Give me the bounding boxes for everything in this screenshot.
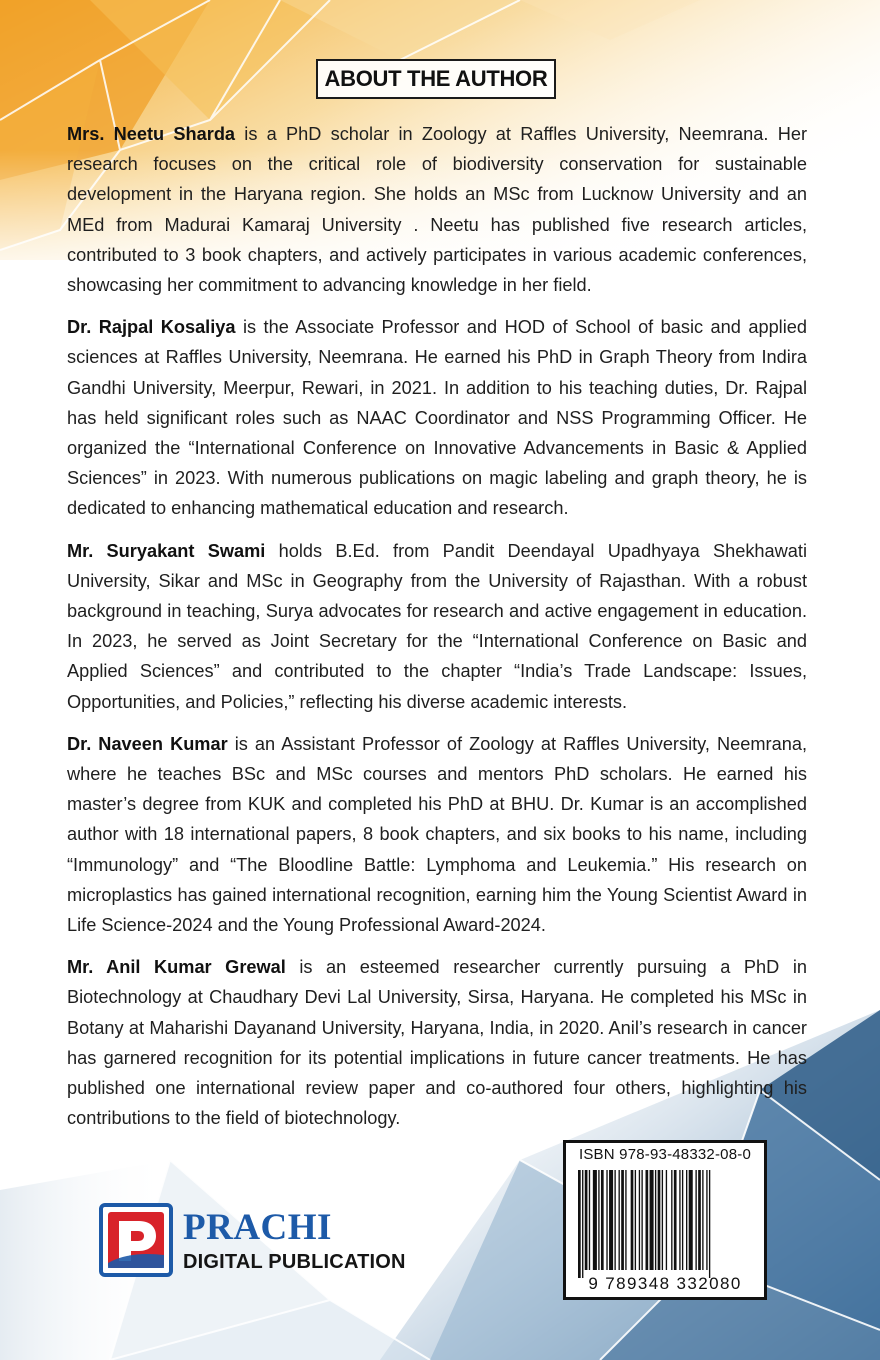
- barcode-bar: [621, 1170, 624, 1270]
- author-bio: [67, 952, 807, 1133]
- author-bio: [67, 119, 807, 300]
- barcode-bar: [689, 1170, 693, 1270]
- barcode-bar: [631, 1170, 634, 1270]
- author-name: Dr. Naveen Kumar: [67, 733, 228, 754]
- barcode-bar: [606, 1170, 607, 1270]
- barcode-bar: [593, 1170, 597, 1270]
- barcode-bar: [709, 1170, 710, 1278]
- author-bios: [67, 119, 807, 1146]
- author-bio-text: is a PhD scholar in Zoology at Raffles University, Neemrana. Her research focuses on the critical role of biodiversity conservation for sustainable development in the Haryana region. She holds an MSc from Lucknow University and an MEd from Madurai Kamaraj University . Neetu has published five research articles, contributed to 3 book chapters, and actively participates in various academic conferences, showcasing her commitment to advancing knowledge in her field.: [67, 124, 807, 296]
- barcode-bar: [658, 1170, 661, 1270]
- author-bio: [67, 729, 807, 940]
- barcode-bar: [682, 1170, 683, 1270]
- publisher-logo: [99, 1203, 429, 1283]
- author-bio-text: holds B.Ed. from Pandit Deendayal Upadhyaya Shekhawati University, Sikar and MSc in Geography from the University of Rajasthan. With a robust background in teaching, Surya advocates for research and active engagement in education. In 2023, he served as Joint Secretary for the “International Conference on Basic and Applied Sciences” and contributed to the chapter “India’s Trade Landscape: Issues, Opportunities, and Policies,” reflecting his diverse academic interests.: [67, 540, 807, 712]
- barcode-bar: [679, 1170, 680, 1270]
- barcode-bar: [702, 1170, 703, 1270]
- barcode-bar: [585, 1170, 588, 1270]
- author-bio-text: is the Associate Professor and HOD of School of basic and applied sciences at Raffles University, Neemrana. He earned his PhD in Graph Theory from Indira Gandhi University, Meerpur, Rewari, in 2021. In addition to his teaching duties, Dr. Rajpal has held significant roles such as NAAC Coordinator and NSS Programming Officer. He organized the “International Conference on Innovative Advancements in Basic & Applied Sciences” in 2023. With numerous publications on magic labeling and graph theory, he is dedicated to enhancing mathematical education and research.: [67, 317, 807, 519]
- author-bio: [67, 536, 807, 717]
- barcode-bar: [601, 1170, 604, 1270]
- author-name: Dr. Rajpal Kosaliya: [67, 317, 236, 338]
- barcode-bar: [650, 1170, 654, 1270]
- publisher-logo-icon: [99, 1203, 173, 1277]
- barcode-bar: [582, 1170, 583, 1278]
- barcode-bar: [589, 1170, 590, 1270]
- author-bio-text: is an Assistant Professor of Zoology at Raffles University, Neemrana, where he teaches BSc and MSc courses and mentors PhD scholars. He earned his master’s degree from KUK and completed his PhD at BHU. Dr. Kumar is an accomplished author with 18 international papers, 8 book chapters, and six books to his name, including “Immunology” and “The Bloodline Battle: Lymphoma and Leukemia.” His research on microplastics has gained international recognition, earning him the Young Scientist Award in Life Science-2024 and the Young Professional Award-2024.: [67, 733, 807, 936]
- publisher-name: PRACHI: [183, 1207, 332, 1248]
- author-name: Mrs. Neetu Sharda: [67, 124, 236, 144]
- barcode-bar: [635, 1170, 636, 1270]
- barcode-bar: [598, 1170, 599, 1270]
- barcode-bar: [655, 1170, 656, 1270]
- section-heading: ABOUT THE AUTHOR: [316, 59, 556, 99]
- barcode-bar: [614, 1170, 615, 1270]
- barcode-bar: [609, 1170, 613, 1270]
- barcode: [576, 1170, 756, 1278]
- author-bio-text: is an esteemed researcher currently pursuing a PhD in Biotechnology at Chaudhary Devi Lal University, Sirsa, Haryana. He completed his MSc in Botany at Maharishi Dayanand University, Haryana, India, in 2020. Anil’s research in cancer has garnered recognition for its potential implications in future cancer treatments. He has published one international review paper and co-authored four others, highlighting his contributions to the field of biotechnology.: [67, 957, 807, 1129]
- barcode-bar: [619, 1170, 620, 1270]
- barcode-bar: [698, 1170, 701, 1270]
- barcode-bar: [671, 1170, 672, 1270]
- author-name: Mr. Anil Kumar Grewal: [67, 957, 286, 978]
- publisher-subtitle: DIGITAL PUBLICATION: [183, 1251, 406, 1273]
- isbn-digits: 9 789348 332080: [588, 1274, 742, 1293]
- barcode-bar: [674, 1170, 677, 1270]
- barcode-bar: [666, 1170, 667, 1270]
- isbn-barcode-box: [563, 1140, 767, 1300]
- author-bio: [67, 312, 807, 523]
- author-name: Mr. Suryakant Swami: [67, 540, 266, 561]
- barcode-bar: [662, 1170, 663, 1270]
- barcode-bar: [625, 1170, 626, 1270]
- barcode-bar: [706, 1170, 707, 1270]
- barcode-bar: [578, 1170, 581, 1278]
- barcode-bar: [686, 1170, 687, 1270]
- barcode-bar: [646, 1170, 649, 1270]
- isbn-label: ISBN 978-93-48332-08-0: [578, 1146, 751, 1163]
- barcode-bar: [639, 1170, 640, 1270]
- barcode-bar: [641, 1170, 642, 1270]
- barcode-bar: [695, 1170, 696, 1270]
